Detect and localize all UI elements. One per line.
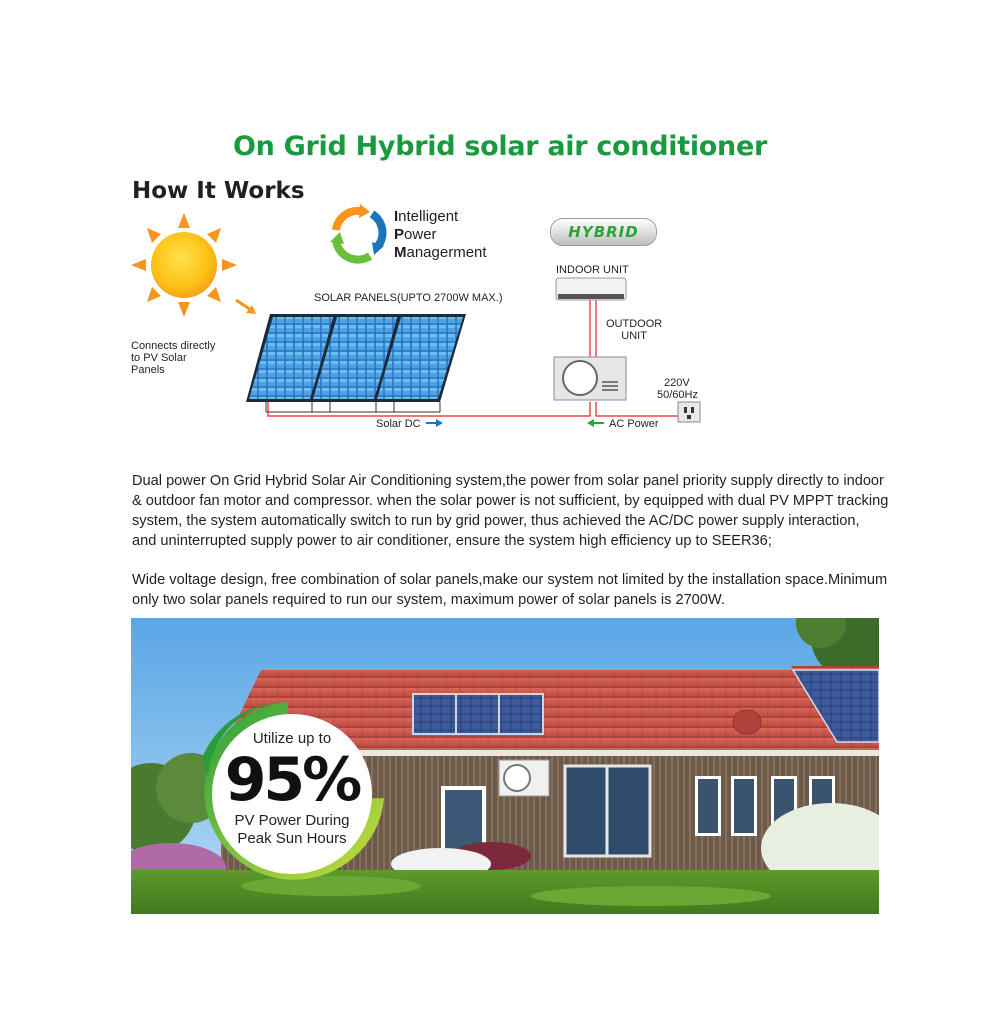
outdoor-unit-icon <box>554 357 626 400</box>
badge-bottom-line: PV Power During <box>234 812 350 829</box>
solar-dc-arrow-icon <box>426 419 443 427</box>
ipm-word: ntelligent <box>398 208 459 225</box>
ac-power-label: AC Power <box>609 418 659 430</box>
paragraph-line: & outdoor fan motor and compressor. when the solar power is not sufficient, by equipped with dual PV MPPT tracking <box>132 493 889 509</box>
outdoor-unit-label-line: UNIT <box>621 330 647 342</box>
how-it-works-heading: How It Works <box>132 178 305 204</box>
ipm-initial: M <box>394 244 407 261</box>
description-paragraph <box>132 570 892 610</box>
sun-caption-line: Panels <box>131 364 165 376</box>
ipm-initial: I <box>394 208 399 225</box>
ipm-line <box>394 208 487 226</box>
sun-caption <box>131 340 215 376</box>
outdoor-unit-label-line: OUTDOOR <box>606 318 663 330</box>
voltage-label: 220V <box>664 377 690 389</box>
recycle-arrows-icon <box>326 202 390 266</box>
solar-dc-label: Solar DC <box>376 418 421 430</box>
description-paragraph <box>132 471 892 551</box>
indoor-unit-label: INDOOR UNIT <box>556 264 629 276</box>
solar-panels-label: SOLAR PANELS(UPTO 2700W MAX.) <box>314 292 503 304</box>
paragraph-line: system, the system automatically switch to run by grid power, thus achieved the AC/DC power supply interaction, <box>132 513 860 529</box>
badge-top-text: Utilize up to <box>252 730 332 747</box>
hybrid-badge: HYBRID <box>550 218 657 246</box>
wiring-diagram <box>240 270 710 440</box>
sun-caption-line: to PV Solar <box>131 352 187 364</box>
badge-bottom-line: Peak Sun Hours <box>237 830 347 847</box>
paragraph-line: and uninterrupted supply power to air conditioner, ensure the system high efficiency up to SEER36; <box>132 533 772 549</box>
pv-utilization-badge <box>212 730 372 848</box>
ipm-label <box>394 208 487 262</box>
sun-icon <box>128 210 240 320</box>
ac-power-arrow-icon <box>587 419 604 427</box>
paragraph-line: Wide voltage design, free combination of solar panels,make our system not limited by the installation space.Minimum <box>132 572 888 588</box>
indoor-unit-icon <box>556 278 626 300</box>
ipm-line <box>394 244 487 262</box>
paragraph-line: Dual power On Grid Hybrid Solar Air Conditioning system,the power from solar panel priority supply directly to indoor <box>132 473 884 489</box>
paragraph-line: only two solar panels required to run our system, maximum power of solar panels is 2700W. <box>132 592 725 608</box>
sun-caption-line: Connects directly <box>131 340 216 352</box>
page-title: On Grid Hybrid solar air conditioner <box>233 131 767 162</box>
wall-socket-icon <box>678 402 700 422</box>
frequency-label: 50/60Hz <box>657 389 698 401</box>
ipm-word: anagerment <box>406 244 487 261</box>
ipm-word: ower <box>404 226 437 243</box>
ipm-initial: P <box>394 226 405 243</box>
ipm-line <box>394 226 487 244</box>
badge-percent: 95% <box>224 745 360 815</box>
badge-bottom-text <box>212 812 372 848</box>
